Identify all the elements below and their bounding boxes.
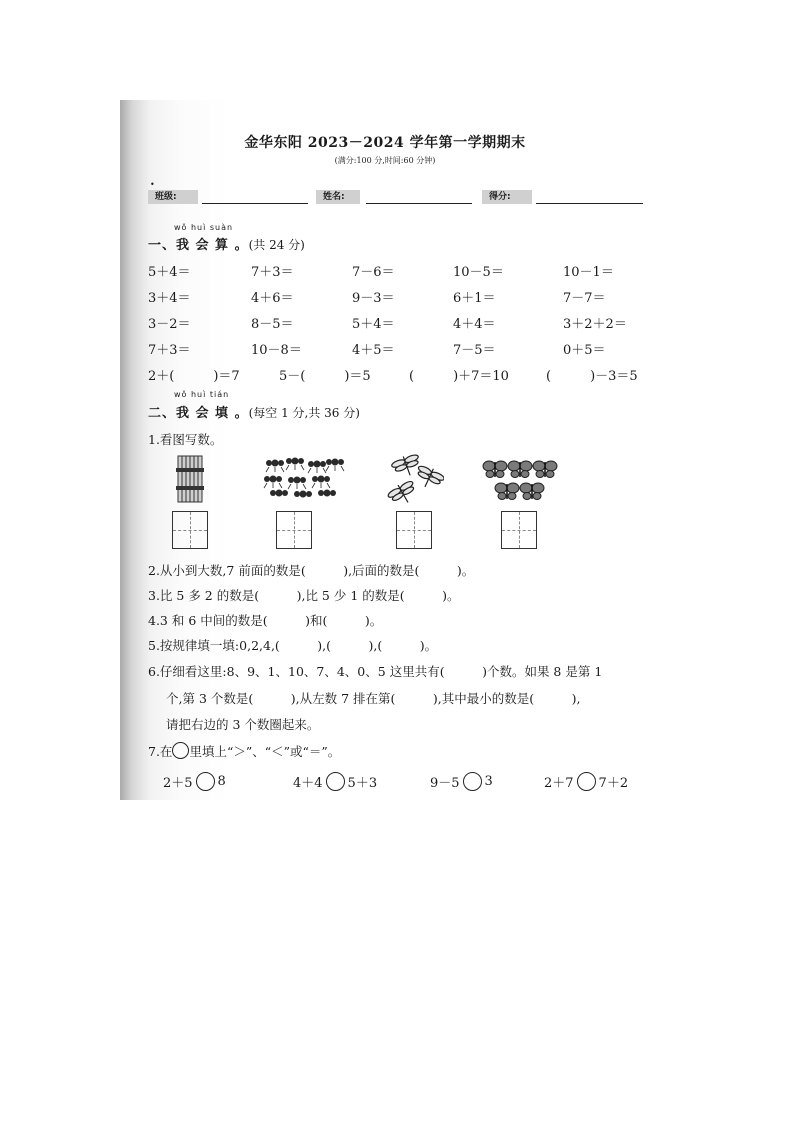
- compare-right: 5＋3: [347, 776, 378, 791]
- section2-title: [148, 402, 360, 421]
- circle-icon: [172, 742, 189, 759]
- question-6-line3: 请把右边的 3 个数圈起来。: [166, 717, 320, 732]
- page-subtitle: (满分:100 分,时间:60 分钟): [334, 156, 436, 165]
- page-title: 金华东阳 2023－2024 学年第一学期期末: [244, 135, 526, 151]
- compare-left: 9－5: [430, 776, 460, 791]
- student-info-bar: [148, 188, 643, 208]
- question-1: 1.看图写数。: [148, 432, 223, 447]
- equation: 7－6＝: [352, 265, 395, 280]
- answer-grid[interactable]: [276, 511, 312, 549]
- answer-grid[interactable]: [396, 511, 432, 549]
- equation: 10－8＝: [251, 343, 302, 358]
- answer-circle[interactable]: [326, 772, 345, 791]
- section2-heading: 二、我 会 填 。: [148, 406, 249, 421]
- answer-grid[interactable]: [501, 511, 537, 549]
- compare-left: 2＋5: [163, 776, 193, 791]
- answer-circle[interactable]: [196, 772, 215, 791]
- equation: 6＋1＝: [453, 291, 496, 306]
- question-7-text: 里填上“＞”、“＜”或“＝”。: [189, 744, 341, 759]
- equation: 0＋5＝: [563, 343, 606, 358]
- question-7-prefix: 7.在: [148, 744, 173, 759]
- question-3: 3.比 5 多 2 的数是( ),比 5 少 1 的数是( )。: [148, 588, 460, 603]
- compare-item: [544, 772, 628, 791]
- name-label: 姓名:: [316, 190, 360, 204]
- fill-equation: ( )－3＝5: [546, 369, 638, 384]
- question-6-line2: 个,第 3 个数是( ),从左数 7 排在第( ),其中最小的数是( ),: [166, 691, 581, 706]
- equation: 7＋3＝: [148, 343, 191, 358]
- equation: 3＋4＝: [148, 291, 191, 306]
- equation: 7－7＝: [563, 291, 606, 306]
- compare-right: 3: [484, 774, 493, 789]
- name-field[interactable]: [366, 203, 472, 204]
- equation: 4＋4＝: [453, 317, 496, 332]
- answer-circle[interactable]: [463, 772, 482, 791]
- section1-heading: 一、我 会 算 。: [148, 238, 249, 253]
- section1-note: (共 24 分): [248, 238, 305, 252]
- score-label: 得分:: [482, 190, 532, 204]
- equation: 7－5＝: [453, 343, 496, 358]
- equation: 3＋2＋2＝: [563, 317, 627, 332]
- fill-equation: 2＋( )＝7: [148, 369, 240, 384]
- dragonflies-icon: [386, 454, 444, 506]
- question-5: 5.按规律填一填:0,2,4,( ),( ),( )。: [148, 638, 438, 653]
- section2-note: (每空 1 分,共 36 分): [248, 406, 360, 420]
- compare-left: 4＋4: [293, 776, 323, 791]
- section2-pinyin: wǒ huì tián: [174, 390, 230, 399]
- question-6-line1: 6.仔细看这里:8、9、1、10、7、4、0、5 这里共有( )个数。如果 8 是第 1: [148, 664, 603, 679]
- sticks-bundle-icon: [175, 454, 205, 504]
- section1-title: [148, 234, 305, 253]
- compare-right: 7＋2: [598, 776, 629, 791]
- compare-left: 2＋7: [544, 776, 574, 791]
- question-7: [148, 742, 340, 760]
- question-4: 4.3 和 6 中间的数是( )和( )。: [148, 613, 383, 628]
- class-field[interactable]: [202, 203, 308, 204]
- answer-grid[interactable]: [172, 511, 208, 549]
- equation: 9－3＝: [352, 291, 395, 306]
- equation: 3－2＝: [148, 317, 191, 332]
- butterflies-icon: [482, 457, 562, 505]
- equation: 10－1＝: [563, 265, 614, 280]
- scan-mark: •: [150, 180, 155, 189]
- fill-equation: ( )＋7＝10: [409, 369, 509, 384]
- equation: 5＋4＝: [352, 317, 395, 332]
- equation: 4＋5＝: [352, 343, 395, 358]
- question-2: 2.从小到大数,7 前面的数是( ),后面的数是( )。: [148, 563, 475, 578]
- score-field[interactable]: [536, 203, 643, 204]
- equation: 4＋6＝: [251, 291, 294, 306]
- class-label: 班级:: [148, 190, 198, 204]
- fill-equation: 5－( )＝5: [279, 369, 371, 384]
- ants-icon: [261, 455, 347, 501]
- compare-right: 8: [217, 774, 226, 789]
- equation: 10－5＝: [453, 265, 504, 280]
- compare-item: [163, 772, 226, 791]
- section1-pinyin: wǒ huì suàn: [174, 223, 234, 232]
- equation: 7＋3＝: [251, 265, 294, 280]
- compare-item: [430, 772, 493, 791]
- equation: 5＋4＝: [148, 265, 191, 280]
- worksheet-scan: [120, 100, 650, 800]
- equation: 8－5＝: [251, 317, 294, 332]
- compare-item: [293, 772, 377, 791]
- answer-circle[interactable]: [577, 772, 596, 791]
